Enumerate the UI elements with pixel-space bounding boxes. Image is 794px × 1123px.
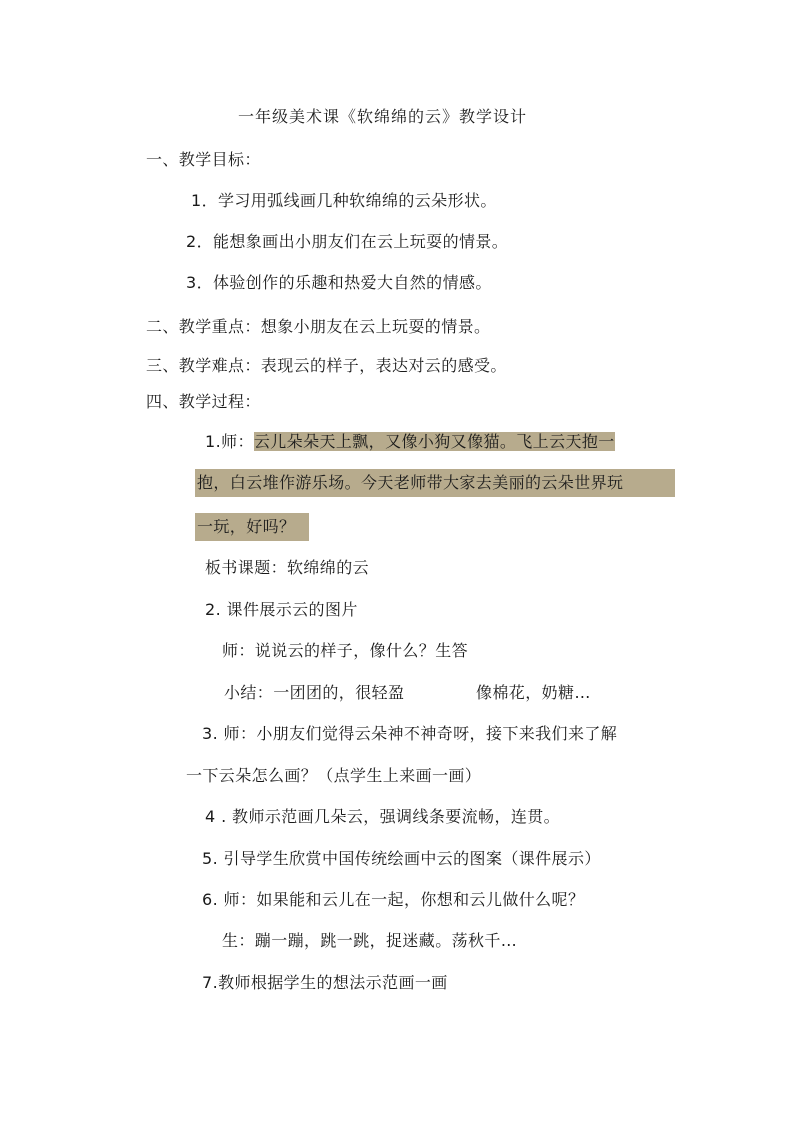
process-2: 2. 课件展示云的图片 [205, 600, 358, 619]
objective-2: 2．能想象画出小朋友们在云上玩耍的情景。 [186, 232, 509, 251]
process-6-student: 生：蹦一蹦，跳一跳，捉迷藏。荡秋千… [222, 931, 518, 950]
process-1-line-3: 一玩，好吗？ [197, 517, 296, 536]
process-3-line-2: 一下云朵怎么画？（点学生上来画一画） [186, 766, 482, 785]
process-5: 5. 引导学生欣赏中国传统绘画中云的图案（课件展示） [202, 849, 601, 868]
process-1-line-1 [205, 431, 615, 453]
process-1-highlight-text: 云儿朵朵天上飘，又像小狗又像猫。飞上云天抱一 [253, 432, 615, 451]
process-4: 4 . 教师示范画几朵云，强调线条要流畅，连贯。 [205, 807, 561, 826]
process-2-teacher: 师：说说云的样子，像什么？生答 [222, 641, 469, 660]
process-1-prefix: 1.师： [205, 432, 254, 451]
process-6: 6. 师：如果能和云儿在一起，你想和云儿做什么呢？ [202, 890, 585, 909]
objective-1: 1．学习用弧线画几种软绵绵的云朵形状。 [191, 191, 497, 210]
process-2-summary-a: 小结：一团团的，很轻盈 [224, 683, 405, 702]
process-1-line-2: 抱，白云堆作游乐场。今天老师带大家去美丽的云朵世界玩 [197, 473, 624, 492]
objective-3: 3．体验创作的乐趣和热爱大自然的情感。 [186, 273, 492, 292]
process-2-summary-b: 像棉花，奶糖… [476, 683, 591, 702]
section-process-heading: 四、教学过程： [146, 392, 261, 411]
document-title: 一年级美术课《软绵绵的云》教学设计 [238, 107, 528, 126]
section-objectives-heading: 一、教学目标： [146, 150, 261, 169]
section-key-point: 二、教学重点：想象小朋友在云上玩耍的情景。 [146, 317, 491, 336]
process-3-line-1: 3. 师：小朋友们觉得云朵神不神奇呀，接下来我们来了解 [202, 724, 618, 743]
process-7: 7.教师根据学生的想法示范画一画 [202, 973, 448, 992]
board-title: 板书课题：软绵绵的云 [205, 558, 370, 577]
section-difficulty: 三、教学难点：表现云的样子，表达对云的感受。 [146, 356, 507, 375]
